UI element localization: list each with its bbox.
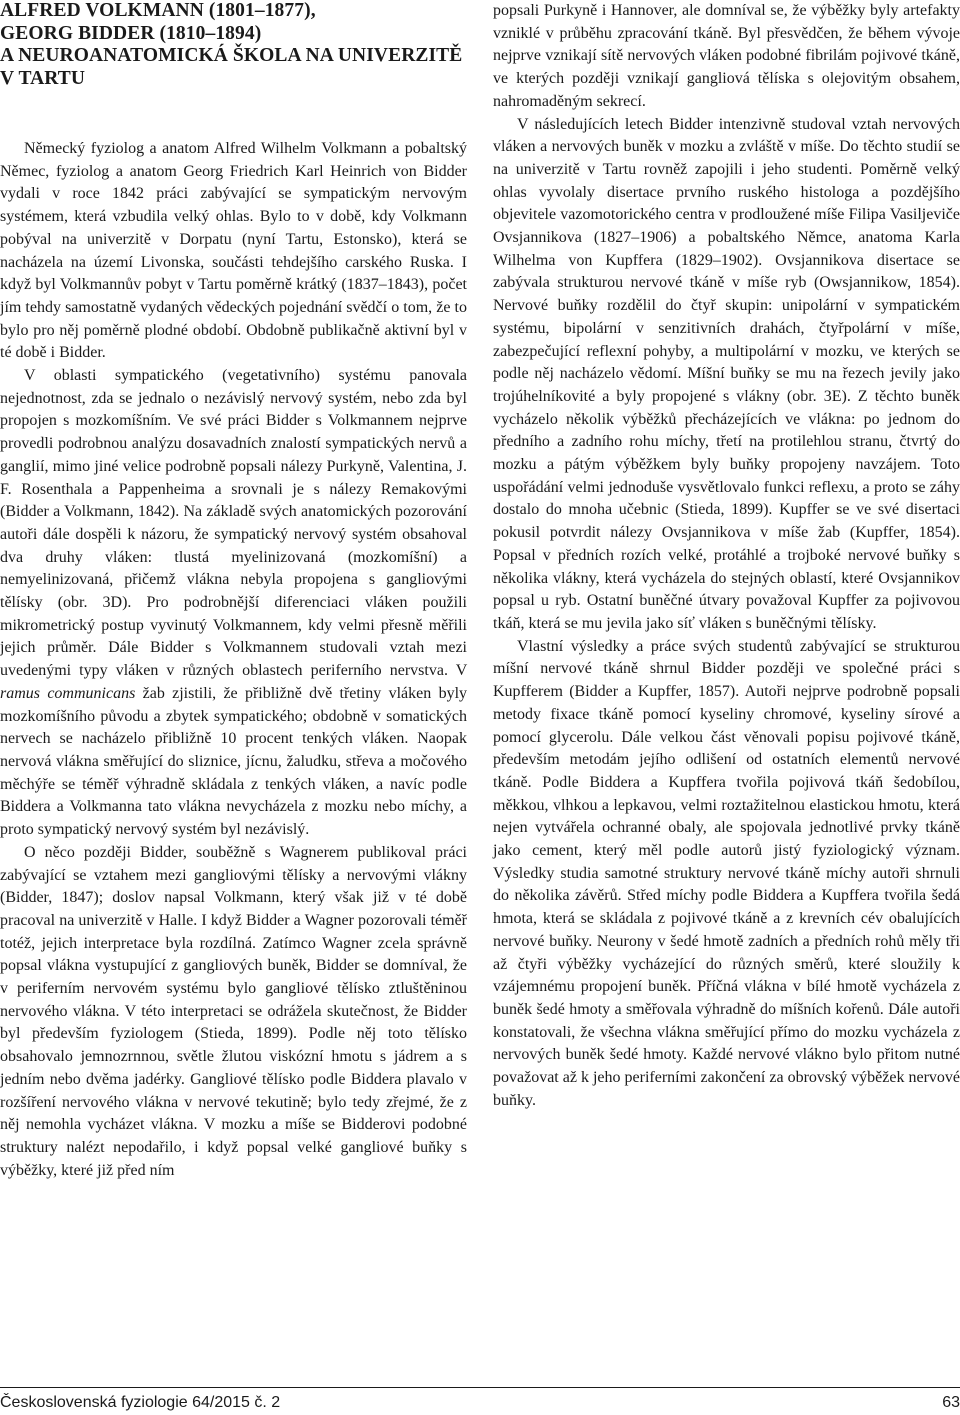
paragraph: popsali Purkyně i Hannover, ale domníval se, že výběžky byly artefakty vzniklé v průběhu zpracování tkáně. Byl přesvědčen, že během vývoje nejprve vznikají sítě nervových vláken podobné fibrilám pojivové tkáně, ve kterých později vznikají gangliová tělíska s olejovitým obsahem, nahromaděným sekrecí. [493,2,960,110]
page-number: 63 [942,1394,960,1411]
left-column [0,0,467,1182]
paragraph: Vlastní výsledky a práce svých studentů zabývající se strukturou míšní nervové tkáně shrnul Bidder později ve společné práci s Kupfferem (Bidder a Kupffer, 1857). Autoři nejprve podrobně popsali metody fixace tkáně pomocí kyseliny chromové, kyseliny sírové a pomocí glycerolu. Dále velkou část věnovali popisu pojivové tkáně, především metodám jejího odlišení od ostatních elementů nervové tkáně. Podle Biddera a Kupffera tvořila pojivová tkáň šedobílou, měkkou, vlhkou a lepkavou, velmi roztažitelnou elastickou hmotu, která nejen vytvářela ochranné obaly, ale spojovala jednotlivé prvky tkáně jako cement, který měl podle autorů jistý fyziologický význam. Výsledky studia samotné struktury nervové tkáně míchy autoři shrnuli do několika závěrů. Střed míchy podle Biddera a Kupffera tvořila šedá hmota, která se skládala z pojivové tkáně a z krevních cév obalujících nervové buňky. Neurony v šedé hmotě zadních a předních rohů měly tři až čtyři výběžky vycházející do různých směrů, které sloužily k vzájemnému propojení buněk. Příčná vlákna v bílé hmotě vycházela z buněk šedé hmoty a směřovala výhradně do míšních kořenů. Dále autoři konstatovali, že všechna vlákna směřující přímo do mozku vycházela z nervových buněk šedé hmoty. Každé nervové vlákno bylo přitom nutné považovat až k jeho periferními zakončení za obrovský výběžek nervové buňky. [493,637,960,1109]
italic-term: ramus communicans [0,684,136,702]
paragraph [0,365,467,842]
title-line: A NEUROANATOMICKÁ ŠKOLA NA UNIVERZITĚ [0,45,463,66]
paragraph: O něco později Bidder, souběžně s Wagnerem publikoval práci zabývající se vztahem mezi gangliovými tělísky a nervovými vlákny (Bidder, 1847); doslov napsal Volkmann, který však již v té době pracoval na univerzitě v Halle. I když Bidder a Wagner pozorovali téměř totéž, jejich interpretace byla rozdílná. Zatímco Wagner zcela správně popsal vlákna vystupující z gangliových buněk, Bidder se domníval, že v periferním nervovém systému bylo gangliové tělísko ztluštěninou nervového vlákna. V této interpretaci se odrážela skutečnost, že Bidder byl především fyziologem (Stieda, 1899). Podle něj toto tělísko obsahovalo jemnozrnnou, světle žlutou viskózní hmotu s jádrem a s jedním nebo dvěma jadérky. Gangliové tělísko podle Biddera plavalo v rozšíření nervového vlákna v nervové tekutině; bylo tedy zřejmé, že z něj nemohla vycházet vlákna. V mozku a míše se Bidderovi podobné struktury nalézt nepodařilo, i když popsal velké gangliové buňky s výběžky, které již před ním [0,843,467,1179]
paragraph-text: V oblasti sympatického (vegetativního) systému panovala nejednotnost, zda se jednalo o nezávislý nervový systém, nebo zda byl propojen s mozkomíšním. Ve své práci Bidder s Volkmannem nejprve provedli podrobnou analýzu dosavadních znalostí sympatických nervů a ganglií, mimo jiné velice podrobně popsali nálezy Purkyně, Valentina, J. F. Rosenthala a Pappenheima a srovnali je s nálezy Remakovými (Bidder a Volkmann, 1842). Na základě svých anatomických pozorování autoři dále dospěli k názoru, že sympatický nervový systém obsahoval dva druhy vláken: tlustá myelinizovaná (mozkomíšní) a nemyelinizovaná, přičemž vlákna nebyla propojena s gangliovými tělísky (obr. 3D). Pro podrobnější diferenciaci vláken použili mikrometrický postup vyvinutý Volkmannem, kdy velmi přesně měřili jejich průměr. Dále Bidder s Volkmannem studovali vztah mezi uvedenými typy vláken v různých oblastech periferního nervstva. V [0,367,467,680]
journal-name: Československá fyziologie 64/2015 č. 2 [0,1394,281,1411]
footer-divider [0,1387,960,1388]
title-line: ALFRED VOLKMANN (1801–1877), [0,0,316,21]
title-line: V TARTU [0,67,86,89]
paragraph: Německý fyziolog a anatom Alfred Wilhelm Volkmann a pobaltský Němec, fyziolog a anatom Georg Friedrich Karl Heinrich von Bidder vydali v roce 1842 práci zabývající se sympatickým nervovým systémem, která vzbudila velký ohlas. Bylo to v době, kdy Volkmann pobýval na univerzitě v Dorpatu (nyní Tartu, Estonsko), která se nacházela na území Livonska, součásti tehdejšího carského Ruska. I když byl Volkmannův pobyt v Tartu poměrně krátký (1837–1843), počet jím tehdy samostatně vydaných vědeckých pojednání svědčí o tom, že to bylo pro něj poměrně plodné období. Obdobně publikačně aktivní byl v té době i Bidder. [0,140,467,362]
page-footer [0,1393,960,1413]
paragraph-text: žab zjistili, že přibližně dvě třetiny vláken byly mozkomíšního původu a zbytek sympatického; obdobně v somatických nervech se nacházelo přibližně 10 procent tenkých vláken. Naopak nervová vlákna směřující do sliznice, jícnu, žaludku, střeva a močového měchýře se téměř výhradně skládala z tenkých vláken, a navíc podle Biddera a Volkmanna tato vlákna nevycházela z mozku nebo míchy, a proto sympatický nervový systém byl nezávislý. [0,684,468,839]
paragraph: V následujících letech Bidder intenzivně studoval vztah nervových vláken a nervových buněk v mozku a zvláště v míše. Do těchto studií se na univerzitě v Tartu rovněž zapojili i jeho studenti. Poměrně velký ohlas vyvolaly disertace prvního ruského histologa a pozdějšího objevitele vazomotorického centra v prodloužené míše Filipa Vasiljeviče Ovsjannikova (1827–1906) a pobaltského Němce, anatoma Karla Wilhelma von Kupffera (1829–1902). Ovsjannikova disertace se zabývala strukturou nervové tkáně v míše ryb (Owsjannikow, 1854). Nervové buňky rozdělil do čtyř skupin: unipolární v sympatickém systému, bipolární v senzitivních drahách, čtyřpolární v míše, zabezpečující reflexní pohyby, a multipolární v mozku, ve kterých se podle něj nacházelo vědomí. Míšní buňky se mu na řezech jevily jako trojúhelníkovité a byly propojené s vlákny (obr. 3E). Z těchto buněk vycházelo několik výběžků přecházejících ve vlákna: po jednom do předního a zadního rohu míchy, třetí na protilehlou stranu, čtvrtý do mozku a pátým výběžkem byly buňky propojeny navzájem. Toto uspořádání velmi jednoduše vysvětlovalo funkci reflexu, a proto se záhy dostalo do mnoha učebnic (Stieda, 1899). Kupffer se ve své disertaci pokusil potvrdit nálezy Ovsjannikova v míše žab (Kupffer, 1854). Popsal v předních rozích velké, protáhlé a trojboké nervové buňky s několika vlákny, která vycházela do stejných oblastí, které Ovsjannikov popsal u ryb. Ostatní buněčné útvary považoval Kupffer za pojivovou tkáň, která se mu jevila jako síť vláken s buněčnými tělísky. [493,115,960,632]
article-title [0,0,467,90]
right-column [493,0,960,1112]
title-line: GEORG BIDDER (1810–1894) [0,22,262,44]
